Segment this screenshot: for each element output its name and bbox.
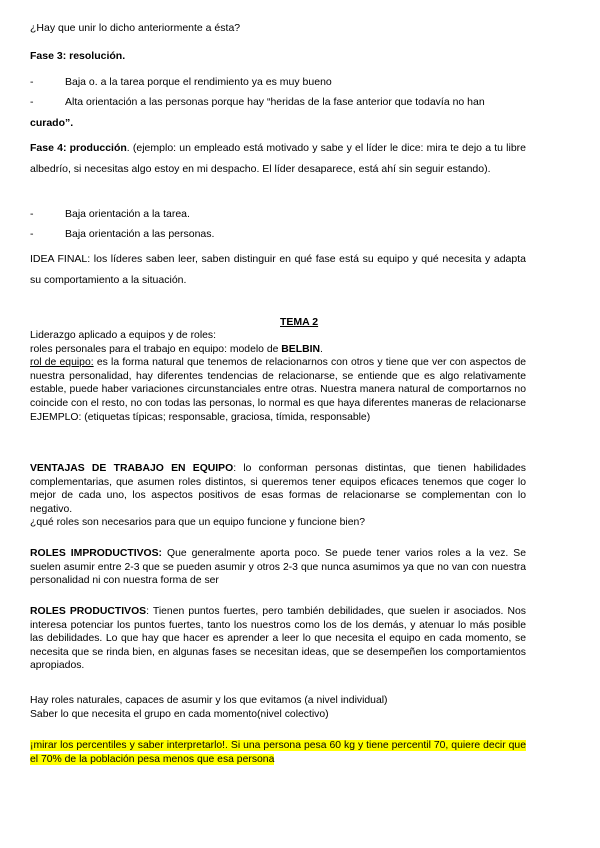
idea-final: IDEA FINAL: los líderes saben leer, saben distinguir en qué fase está su equipo y qué necesita y adapta su comportamiento a la situación. (30, 253, 526, 286)
tema2-intro (30, 329, 526, 424)
ventajas-paragraph: VENTAJAS DE TRABAJO EN EQUIPO: lo conforman personas distintas, que tienen habilidades complementarias, que asumen roles distintos, si queremos tener equipos eficaces tenemos que coger lo mejor de cada uno, los aspectos positivos de esas formas de relacionarse se complementan con lo negativo. ¿qué roles son necesarios para que un equipo funcione y funcione bien? (30, 463, 526, 529)
roles-productivos-paragraph: ROLES PRODUCTIVOS: Tienen puntos fuertes, pero también debilidades, que suelen ir asociados. Nos interesa potenciar los puntos fuertes, tanto los nuestros como los de los demás, y atenuar lo más posible las debilidades. Lo que hay que hacer es aprender a leer lo que necesita el equipo en cada momento, se necesita que se rinda bien, en algunas fases se necesitan ideas, que se desempeñen los comportamientos apropiados. (30, 606, 527, 672)
rol-de-equipo-paragraph: rol de equipo: es la forma natural que tenemos de relacionarnos con otros y tiene que ver con aspectos de nuestra personalidad, hay diferentes tendencias de relacionarse, se entiende que es algo relativamente estable, puede haber variaciones circunstanciales entre otras. Nuestra manera natural de comportarnos no coincide con el resto, no con todas las personas, lo normal es que haya diferentes maneras de relacionarse EJEMPLO: (etiquetas típicas; responsable, graciosa, tímida, responsable) (30, 357, 527, 423)
fase4-item-2: - Baja orientación a las personas. (30, 228, 215, 240)
fase3-heading: Fase 3: resolución. (30, 50, 126, 62)
fase4-paragraph: Fase 4: producción. (ejemplo: un empleado está motivado y sabe y el líder le dice: mira te dejo a tu libre albedrío, si necesitas algo estoy en mi despacho. El líder desaparece, está ahí sin seguir estando). (30, 142, 526, 175)
highlighted-text: ¡mirar los percentiles y saber interpretarlo!. Si una persona pesa 60 kg y tiene percentil 70, quiere decir que el 70% de la población pesa menos que esa persona (30, 740, 526, 765)
natural-line-2: Saber lo que necesita el grupo en cada momento(nivel colectivo) (30, 708, 329, 720)
fase3-item-1: - Baja o. a la tarea porque el rendimiento ya es muy bueno (30, 76, 332, 88)
natural-line-1: Hay roles naturales, capaces de asumir y los que evitamos (a nivel individual) (30, 695, 388, 706)
roles-improductivos-paragraph: ROLES IMPRODUCTIVOS: Que generalmente aporta poco. Se puede tener varios roles a la vez. Se suelen asumir entre 2-3 que se pueden asumir y otros 2-3 que nunca asumimos ya que no van con nuestra personalidad ni con nuestra forma de ser (30, 548, 527, 587)
roles-question: ¿qué roles son necesarios para que un equipo funcione y funcione bien? (30, 517, 366, 529)
roles-naturales-block (30, 694, 526, 721)
intro-question: ¿Hay que unir lo dicho anteriormente a ésta? (30, 22, 241, 34)
tema2-title: TEMA 2 (280, 316, 319, 328)
fase3-item-2: - Alta orientación a las personas porque hay “heridas de la fase anterior que todavía no han (30, 96, 485, 108)
fase4-item-1: - Baja orientación a la tarea. (30, 208, 190, 220)
percentiles-note (30, 739, 526, 766)
fase3-item-2-tail: curado”. (30, 117, 74, 129)
tema2-line2: roles personales para el trabajo en equipo: modelo de BELBIN. (30, 343, 323, 355)
tema2-line1: Liderazgo aplicado a equipos y de roles: (30, 330, 217, 341)
